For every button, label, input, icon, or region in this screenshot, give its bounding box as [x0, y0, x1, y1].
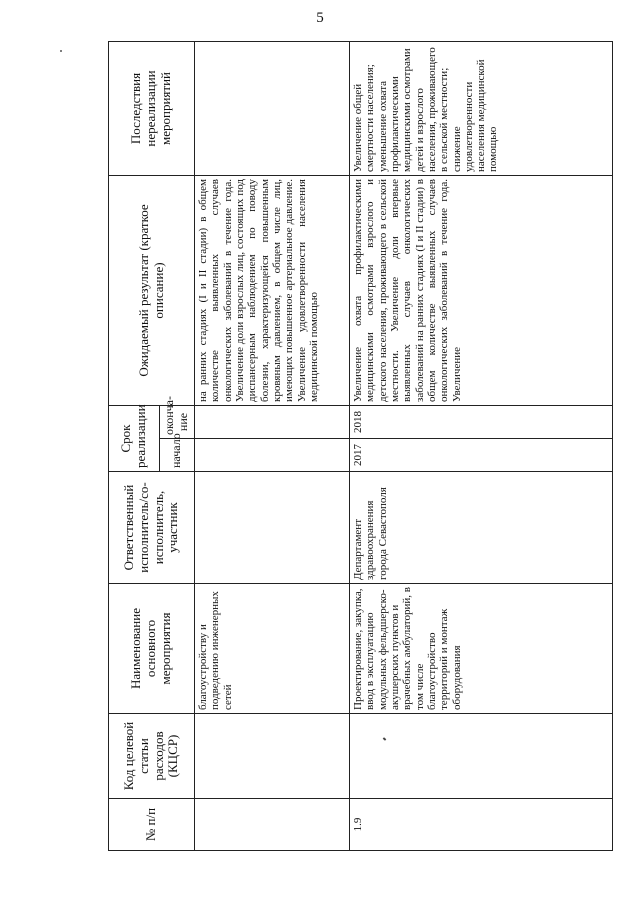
header-num: № п/п — [109, 799, 195, 851]
page-number: 5 — [316, 10, 324, 26]
cell-num: 1.9 — [350, 799, 613, 851]
cell-start: 2017 — [350, 439, 613, 472]
header-kcsr: Код целевой статьи расходов (КЦСР) — [109, 714, 195, 799]
cell-kcsr — [350, 714, 613, 799]
program-table — [108, 41, 613, 851]
table-row — [350, 42, 613, 851]
cell-start — [195, 439, 350, 472]
header-end: оконча-ние — [160, 406, 195, 439]
cell-name: Проектирование, закупка, ввод в эксплуатацию модульных фельдшерско-акушерских пунктов и врачебных амбулаторий, в том числе благоустройство территорий и монтаж оборудования — [350, 584, 613, 714]
header-responsible: Ответственный исполнитель/со-исполнитель, участник — [109, 472, 195, 584]
cell-consequences: Увеличение общей смертности населения; уменьшение охвата профилактическими медицинскими осмотрами детей и взрослого населения, проживающего в сельской местности; снижение удовлетворенности населения медицинской помощью — [350, 42, 613, 176]
table-row — [195, 42, 350, 851]
cell-responsible: Департамент здравоохранения города Севастополя — [350, 472, 613, 584]
header-consequences: Последствия нереализации мероприятий — [109, 42, 195, 176]
cell-name: благоустройству и подведению инженерных сетей — [195, 584, 350, 714]
cell-consequences — [195, 42, 350, 176]
header-name: Наименование основного мероприятия — [109, 584, 195, 714]
cell-kcsr — [195, 714, 350, 799]
cell-result: на ранних стадиях (I и II стадии) в общем количестве выявленных случаев онкологических заболеваний в течение года. Увеличение доли взрослых лиц, состоящих под диспансерным наблюдением по поводу болезни, характеризующейся повышенным кровяным давлением, в общем числе лиц, имеющих повышенное артериальное давление. Увеличение удовлетворенности населения медицинской помощью — [195, 176, 350, 406]
header-period: Срок реализации — [109, 406, 160, 472]
cell-result: Увеличение охвата профилактическими медицинскими осмотрами взрослого и детского населения, проживающего в сельской местности. Увеличение доли впервые выявленных случаев онкологических заболеваний на ранних стадиях (I и II стадии) в общем количестве выявленных случаев онкологических заболеваний в течение года. Увеличение — [350, 176, 613, 406]
header-result: Ожидаемый результат (краткое описание) — [109, 176, 195, 406]
header-start: начало — [160, 439, 195, 472]
cell-end — [195, 406, 350, 439]
cell-end: 2018 — [350, 406, 613, 439]
cell-responsible — [195, 472, 350, 584]
cell-num — [195, 799, 350, 851]
header-row — [109, 42, 160, 851]
